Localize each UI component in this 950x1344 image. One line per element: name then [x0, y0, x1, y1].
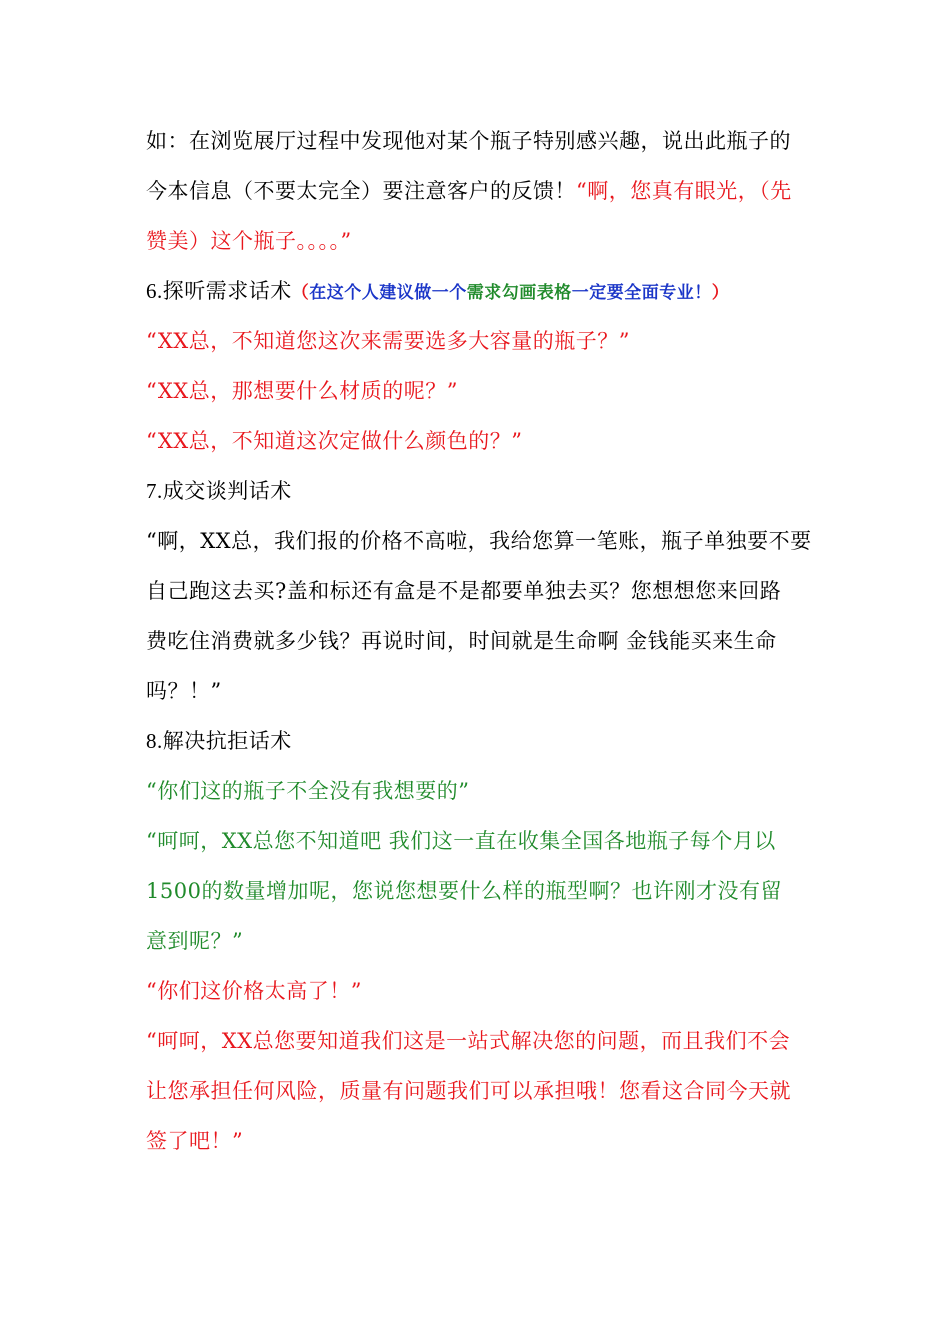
section8-reply-2-line-2 [146, 1076, 816, 1106]
section6-q3-text: “XX总，不知道这次定做什么颜色的？” [146, 429, 523, 453]
section6-note-close: ） [711, 283, 730, 302]
section7-text-2: 自己跑这去买?盖和标还有盒是不是都要单独去买？您想想您来回路 [146, 579, 782, 603]
section8-objection-2-text: “你们这价格太高了！” [146, 979, 362, 1003]
intro-line-3 [146, 226, 816, 256]
section6-q2-text: “XX总，那想要什么材质的呢？” [146, 379, 458, 403]
section6-question-1 [146, 326, 816, 356]
section8-heading [146, 726, 816, 756]
section7-line-4 [146, 676, 816, 706]
section7-text-1: “啊，XX总，我们报的价格不高啦，我给您算一笔账，瓶子单独要不要 [146, 529, 812, 553]
intro-text-3-red: 赞美）这个瓶子。。。。” [146, 229, 352, 253]
section8-reply-1-text-3: 意到呢？” [146, 929, 244, 953]
section8-reply-2-line-3 [146, 1126, 816, 1156]
section7-heading [146, 476, 816, 506]
section8-reply-1-line-2 [146, 876, 816, 906]
section8-reply-2-text-3: 签了吧！” [146, 1129, 244, 1153]
section8-reply-1-line-3 [146, 926, 816, 956]
section7-line-1 [146, 526, 816, 556]
section8-reply-2-line-1 [146, 1026, 816, 1056]
section6-heading [146, 276, 816, 308]
section8-title: 8.解决抗拒话术 [146, 729, 292, 753]
section8-objection-2 [146, 976, 816, 1006]
section8-reply-2-text-1: “呵呵，XX总您要知道我们这是一站式解决您的问题，而且我们不会 [146, 1029, 791, 1053]
section7-title: 7.成交谈判话术 [146, 479, 292, 503]
section8-reply-1-line-1 [146, 826, 816, 856]
section7-line-3 [146, 626, 816, 656]
section6-note-part3: 一定要全面专业！ [571, 283, 712, 302]
section8-objection-1-text: “你们这的瓶子不全没有我想要的” [146, 779, 470, 803]
section8-reply-2-text-2: 让您承担任何风险，质量有问题我们可以承担哦！您看这合同今天就 [146, 1079, 791, 1103]
section8-objection-1 [146, 776, 816, 806]
section7-text-4: 吗？！” [146, 679, 222, 703]
section7-line-2 [146, 576, 816, 606]
section8-reply-1-text-1: “呵呵，XX总您不知道吧 我们这一直在收集全国各地瓶子每个月以 [146, 829, 776, 853]
section6-question-2 [146, 376, 816, 406]
intro-text-2-red: “啊，您真有眼光，（先 [576, 179, 792, 203]
section8-reply-1-text-2: 1500的数量增加呢，您说您想要什么样的瓶型啊？也许刚才没有留 [146, 879, 782, 903]
intro-line-1 [146, 126, 816, 156]
section6-note-part1: 在这个人建议做一个 [309, 283, 467, 302]
section6-note-open: （ [291, 283, 310, 302]
section6-q1-text: “XX总，不知道您这次来需要选多大容量的瓶子？” [146, 329, 630, 353]
intro-text-1: 如：在浏览展厅过程中发现他对某个瓶子特别感兴趣，说出此瓶子的 [146, 129, 791, 153]
intro-text-2-black: 今本信息（不要太完全）要注意客户的反馈！ [146, 179, 576, 203]
section6-note-part2: 需求勾画表格 [466, 283, 572, 302]
section6-question-3 [146, 426, 816, 456]
section7-text-3: 费吃住消费就多少钱？再说时间，时间就是生命啊 金钱能买来生命 [146, 629, 777, 653]
section6-title: 6.探听需求话术 [146, 279, 292, 303]
intro-line-2 [146, 176, 816, 206]
